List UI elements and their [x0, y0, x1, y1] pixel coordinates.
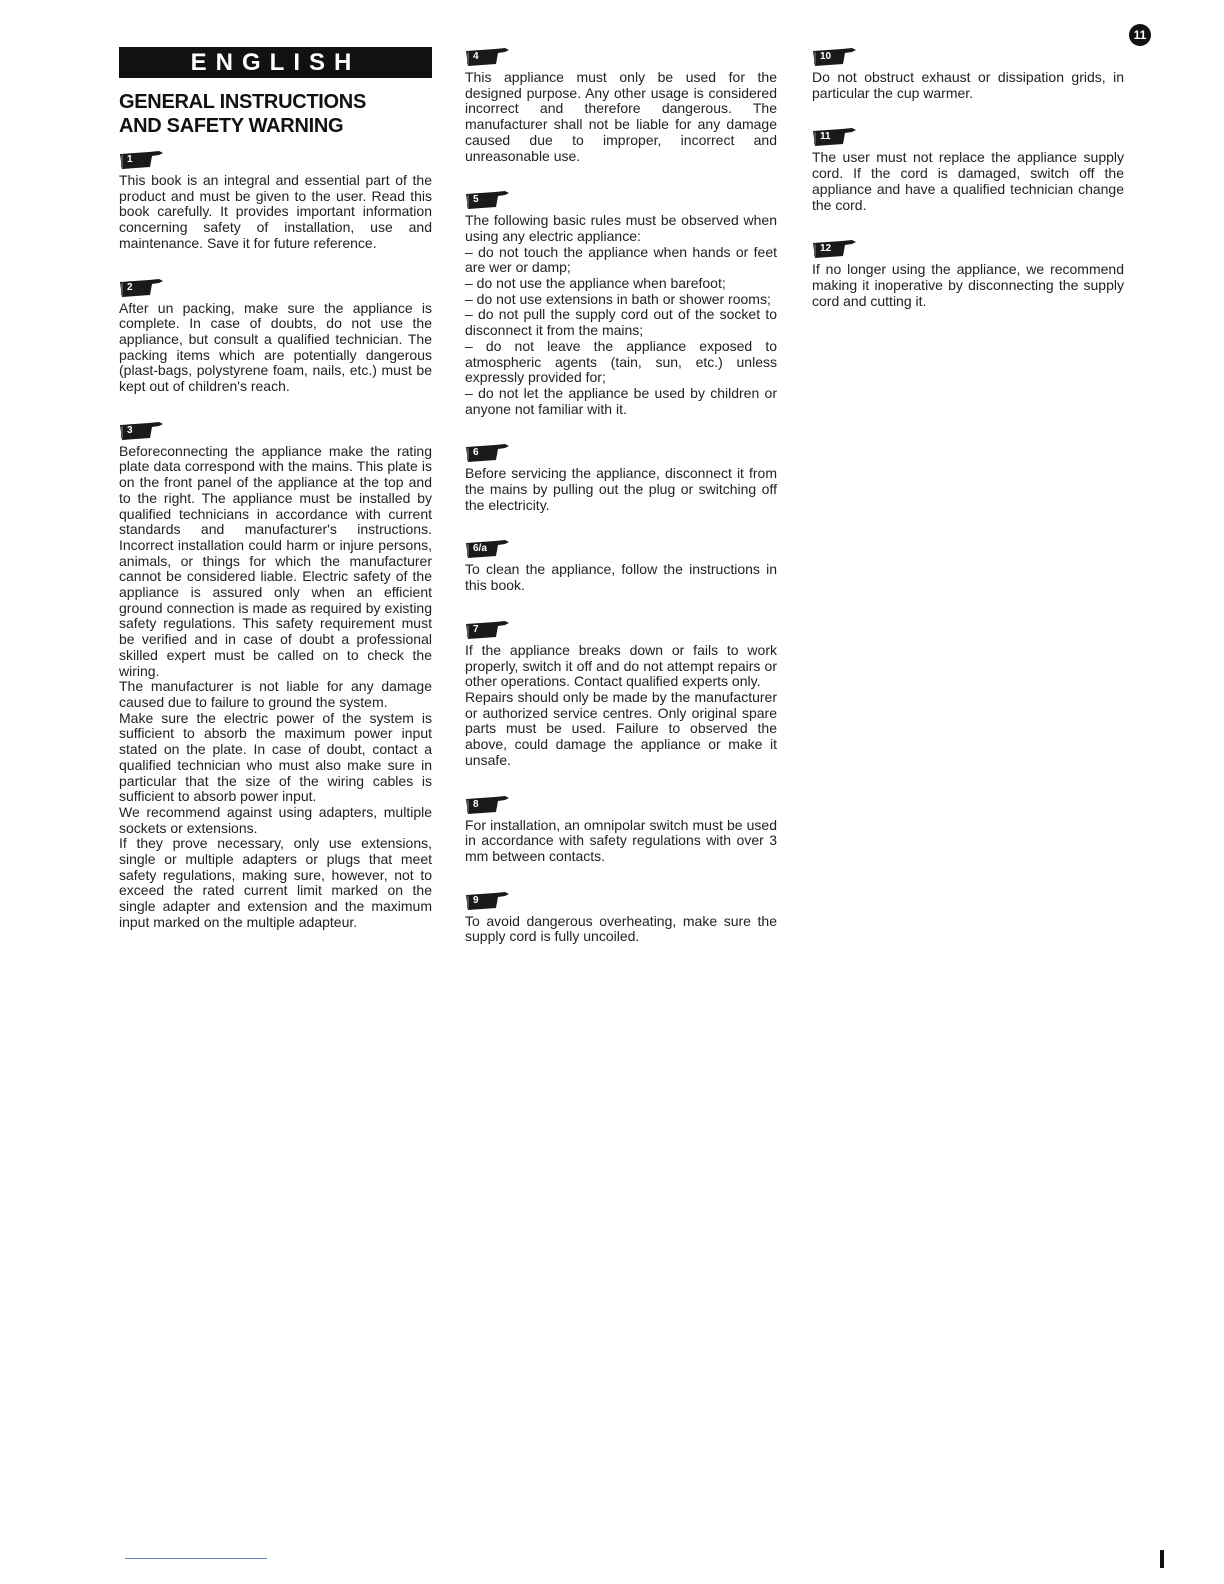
- section-paragraph: We recommend against using adapters, multiple sockets or extensions.: [119, 803, 432, 836]
- section-text: [465, 643, 777, 769]
- section-paragraph: – do not pull the supply cord out of the socket to disconnect it from the mains;: [465, 306, 777, 339]
- instruction-section-1: [119, 150, 432, 252]
- instruction-section-6: [465, 443, 777, 513]
- section-text: [465, 818, 777, 865]
- section-number: 1: [127, 154, 133, 165]
- section-paragraph: To clean the appliance, follow the instructions in this book.: [465, 561, 777, 594]
- section-badge: [465, 443, 515, 463]
- section-badge: [119, 150, 169, 170]
- language-header: ENGLISH: [119, 47, 432, 78]
- section-paragraph: – do not let the appliance be used by children or anyone not familiar with it.: [465, 384, 777, 417]
- section-paragraph: Beforeconnecting the appliance make the rating plate data correspond with the mains. This plate is on the front panel of the appliance at the top and to the right. The appliance must be installed by qualified technicians in accordance with current standards and manufacturer's instructions. Incorrect installation could harm or injure persons, animals, or things for which the manufacturer cannot be considered liable. Electric safety of the appliance is assured only when an efficient ground connection is made as required by existing safety regulations. This safety requirement must be verified and in case of doubt a professional skilled expert must be called on to check the wiring.: [119, 442, 432, 679]
- section-number: 12: [820, 243, 832, 255]
- title-line-2: AND SAFETY WARNING: [119, 115, 344, 137]
- section-text: [465, 70, 777, 164]
- instruction-section-5: [465, 190, 777, 417]
- instruction-section-9: [465, 891, 777, 945]
- section-text: [465, 562, 777, 593]
- column-1: [119, 47, 432, 957]
- section-paragraph: Make sure the electric power of the system is sufficient to absorb the maximum power input stated on the plate. In case of doubt, contact a qualified technician who must also make sure in particular that the size of the wiring cables is sufficient to absorb power input.: [119, 709, 432, 805]
- section-number: 9: [473, 894, 479, 906]
- section-paragraph: Repairs should only be made by the manufacturer or authorized service centres. Only original spare parts must be used. Failure to observed the above, could damage the appliance or make it unsafe.: [465, 688, 777, 768]
- section-badge: [812, 47, 862, 67]
- section-paragraph: Before servicing the appliance, disconnect it from the mains by pulling out the plug or switching off the electricity.: [465, 465, 777, 513]
- section-badge: [465, 539, 515, 559]
- section-number: 6: [473, 447, 479, 459]
- section-number: 3: [127, 424, 133, 436]
- section-paragraph: The following basic rules must be observed when using any electric appliance:: [465, 212, 777, 244]
- section-text: [812, 262, 1124, 309]
- footer-rule: [125, 1558, 267, 1559]
- section-badge: [119, 421, 169, 441]
- section-paragraph: The user must not replace the appliance supply cord. If the cord is damaged, switch off the appliance and have a qualified technician change the cord.: [812, 149, 1124, 213]
- section-paragraph: – do not use the appliance when barefoot;: [465, 275, 726, 292]
- section-number: 5: [473, 194, 479, 206]
- section-paragraph: To avoid dangerous overheating, make sure the supply cord is fully uncoiled.: [465, 912, 777, 945]
- section-badge: [465, 795, 515, 815]
- section-paragraph: Do not obstruct exhaust or dissipation grids, in particular the cup warmer.: [812, 69, 1124, 101]
- section-number: 6/a: [473, 543, 487, 555]
- section-text: [465, 914, 777, 945]
- section-text: [812, 150, 1124, 213]
- column-3: [812, 47, 1124, 335]
- section-text: [465, 213, 777, 417]
- section-number: 11: [820, 131, 831, 143]
- section-paragraph: The manufacturer is not liable for any damage caused due to failure to ground the system.: [119, 678, 432, 710]
- instruction-section-6-a: [465, 539, 777, 593]
- instruction-section-4: [465, 47, 777, 164]
- section-text: [465, 466, 777, 513]
- section-badge: [465, 620, 515, 640]
- section-paragraph: – do not use extensions in bath or shower rooms;: [465, 290, 771, 307]
- instruction-section-12: [812, 239, 1124, 309]
- section-paragraph: After un packing, make sure the appliance is complete. In case of doubts, do not use the appliance, but consult a qualified technician. The packing items which are potentially dangerous (plast-bags, polystyrene foam, nails, etc.) must be kept out of children's reach.: [119, 299, 432, 395]
- page-title: [119, 90, 432, 138]
- section-badge: [812, 239, 862, 259]
- page-number-badge: 11: [1129, 24, 1151, 46]
- instruction-section-8: [465, 795, 777, 865]
- section-badge: [465, 47, 515, 67]
- section-badge: [812, 127, 862, 147]
- section-badge: [119, 278, 169, 298]
- section-number: 7: [473, 623, 479, 635]
- section-number: 4: [473, 51, 479, 62]
- section-number: 8: [473, 798, 479, 810]
- column-2: [465, 47, 777, 971]
- section-paragraph: – do not touch the appliance when hands or feet are wer or damp;: [465, 243, 777, 276]
- section-paragraph: If no longer using the appliance, we recommend making it inoperative by disconnecting the supply cord and cutting it.: [812, 261, 1124, 309]
- section-paragraph: This appliance must only be used for the designed purpose. Any other usage is considered incorrect and therefore dangerous. The manufacturer shall not be liable for any damage caused due to improper, incorrect and unreasonable use.: [465, 69, 777, 164]
- section-text: [119, 444, 432, 931]
- section-paragraph: This book is an integral and essential part of the product and must be given to the user. Read this book carefully. It provides important information concerning safety of installation, use and maintenance. Save it for future reference.: [119, 172, 432, 251]
- section-text: [119, 173, 432, 252]
- section-badge: [465, 190, 515, 210]
- instruction-section-2: [119, 278, 432, 395]
- section-number: 10: [820, 51, 832, 62]
- section-paragraph: – do not leave the appliance exposed to atmospheric agents (tain, sun, etc.) unless expressly provided for;: [465, 337, 777, 386]
- instruction-section-3: [119, 421, 432, 931]
- section-paragraph: For installation, an omnipolar switch must be used in accordance with safety regulations with over 3 mm between contacts.: [465, 816, 777, 864]
- section-number: 2: [127, 281, 133, 293]
- section-paragraph: If they prove necessary, only use extensions, single or multiple adapters or plugs that meet safety regulations, making sure, however, not to exceed the rated current limit marked on the single adapter and extension and the maximum input marked on the multiple adapteur.: [119, 835, 432, 930]
- edge-mark: [1160, 1550, 1164, 1568]
- section-paragraph: If the appliance breaks down or fails to work properly, switch it off and do not attempt repairs or other operations. Contact qualified experts only.: [465, 641, 777, 690]
- title-line-1: GENERAL INSTRUCTIONS: [119, 91, 366, 113]
- instruction-section-10: [812, 47, 1124, 101]
- section-badge: [465, 891, 515, 911]
- instruction-section-7: [465, 620, 777, 769]
- section-text: [119, 301, 432, 395]
- section-text: [812, 70, 1124, 101]
- instruction-section-11: [812, 127, 1124, 213]
